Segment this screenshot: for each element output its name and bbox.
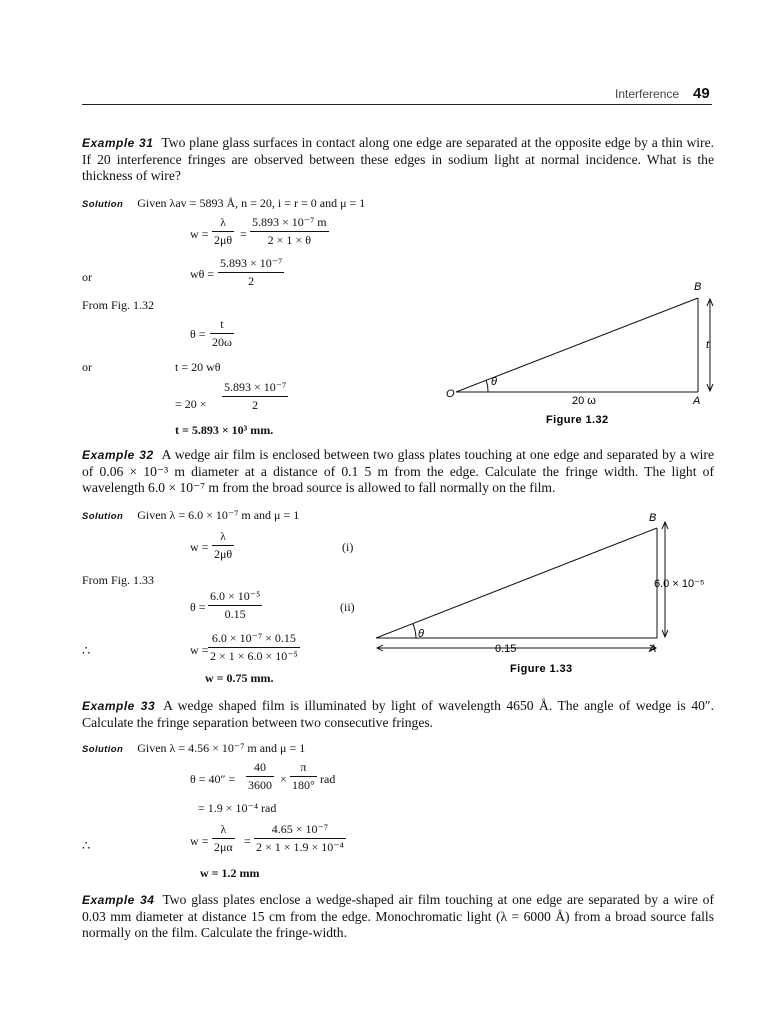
ex31-eq3-frac bbox=[210, 317, 234, 350]
example-33 bbox=[82, 698, 714, 731]
ex33-eq1-frac1 bbox=[246, 760, 274, 793]
ex33-eq3-frac2 bbox=[254, 822, 346, 855]
ex32-therefore: ∴ bbox=[82, 643, 91, 658]
ex33-eq1-times: × bbox=[280, 772, 287, 786]
ex31-eq1-frac2 bbox=[250, 215, 329, 248]
ex32-result: w = 0.75 mm. bbox=[205, 671, 274, 685]
example-34-label: Example 34 bbox=[82, 893, 155, 907]
ex31-eq1-lhs: w = bbox=[190, 227, 209, 241]
header-rule bbox=[82, 104, 712, 105]
ex31-eq1-frac2-num: 5.893 × 10⁻⁷ m bbox=[252, 215, 327, 229]
fig132-label-theta: θ bbox=[491, 376, 497, 388]
fig132-label-t: t bbox=[706, 339, 710, 351]
ex33-eq3-frac2-num: 4.65 × 10⁻⁷ bbox=[271, 822, 329, 836]
example-31-text: Two plane glass surfaces in contact along one edge are separated at the opposite edge by a thin wire. If 20 interference fringes are observed between these edges in sodium light at normal incidence. What is the thickness of wire? bbox=[82, 135, 715, 183]
fig133-label-theta: θ bbox=[418, 628, 424, 640]
ex31-eq1-frac2-den: 2 × 1 × θ bbox=[250, 231, 329, 248]
example-31-label: Example 31 bbox=[82, 136, 154, 150]
ex31-result: t = 5.893 × 10³ mm. bbox=[175, 423, 274, 437]
ex32-from-fig: From Fig. 1.33 bbox=[82, 573, 155, 587]
ex31-from-fig: From Fig. 1.32 bbox=[82, 298, 155, 312]
ex33-eq3-equals: = bbox=[244, 834, 251, 848]
ex32-eq2-lhs: θ = bbox=[190, 600, 206, 614]
ex33-eq1-frac2 bbox=[290, 760, 317, 793]
ex32-given: Given λ = 6.0 × 10⁻⁷ m and μ = 1 bbox=[137, 508, 300, 522]
figure-1-32 bbox=[440, 278, 720, 428]
example-32-label: Example 32 bbox=[82, 448, 154, 462]
ex31-eq5-frac bbox=[222, 380, 288, 413]
fig132-caption: Figure 1.32 bbox=[546, 414, 609, 426]
ex32-eq3-frac-den: 2 × 1 × 6.0 × 10⁻⁵ bbox=[210, 649, 298, 663]
ex31-solution-label: Solution bbox=[82, 199, 124, 210]
ex31-eq2-frac-den: 2 bbox=[218, 272, 284, 289]
page-number: 49 bbox=[693, 85, 710, 102]
ex31-eq3-lhs: θ = bbox=[190, 327, 206, 341]
ex32-eq1-frac bbox=[212, 529, 234, 562]
ex32-eq2-frac-num: 6.0 × 10⁻⁵ bbox=[210, 589, 261, 603]
fig132-label-O: O bbox=[446, 388, 455, 400]
fig133-label-A: A bbox=[649, 643, 657, 655]
running-header-title: Interference bbox=[615, 87, 680, 101]
ex32-solution-label: Solution bbox=[82, 511, 124, 522]
fig132-label-A: A bbox=[693, 395, 701, 407]
ex31-eq2-frac bbox=[218, 256, 284, 289]
fig133-caption: Figure 1.33 bbox=[510, 663, 573, 675]
fig132-label-base: 20 ω bbox=[572, 395, 596, 407]
figure-1-33 bbox=[370, 510, 715, 680]
example-32 bbox=[82, 447, 714, 497]
ex33-eq1-frac1-den: 3600 bbox=[248, 778, 272, 792]
ex31-eq2-frac-num: 5.893 × 10⁻⁷ bbox=[220, 256, 283, 270]
ex31-eq2-lhs: wθ = bbox=[190, 267, 215, 281]
fig133-label-B: B bbox=[649, 512, 657, 524]
ex31-eq1-equals: = bbox=[240, 227, 247, 241]
example-33-label: Example 33 bbox=[82, 699, 156, 713]
ex32-eq3-frac bbox=[208, 631, 300, 664]
ex32-eq2-frac-den: 0.15 bbox=[208, 605, 262, 622]
ex31-eq1-frac1-den: 2μθ bbox=[214, 233, 233, 247]
fig133-angle-arc bbox=[413, 624, 416, 638]
fig133-label-base: 0.15 bbox=[495, 643, 517, 655]
ex33-eq1-frac2-den: 180° bbox=[292, 778, 315, 792]
ex33-solution-label: Solution bbox=[82, 744, 124, 755]
fig132-label-B: B bbox=[694, 281, 702, 293]
example-33-text: A wedge shaped film is illuminated by light of wavelength 4650 Å. The angle of wedge is 40″. Calculate the fringe separation between two consecutive fringes. bbox=[82, 698, 714, 730]
ex33-eq1-frac2-num: π bbox=[300, 760, 307, 774]
example-34 bbox=[82, 892, 714, 942]
ex31-eq1-frac1-num: λ bbox=[220, 215, 226, 229]
ex33-eq3-frac1-num: λ bbox=[220, 822, 227, 836]
fig133-label-height: 6.0 × 10⁻⁵ bbox=[654, 578, 705, 590]
ex31-eq5-lhs: = 20 × bbox=[175, 397, 207, 411]
ex32-eq2-frac bbox=[208, 589, 262, 622]
ex31-eq3-frac-den: 20ω bbox=[212, 335, 232, 349]
ex32-eq1-frac-num: λ bbox=[220, 529, 226, 543]
ex31-eq5-frac-den: 2 bbox=[222, 396, 288, 413]
example-34-text: Two glass plates enclose a wedge-shaped air film touching at one edge are separated by a wire of 0.03 mm diameter at distance 15 cm from the edge. Monochromatic light (λ = 6000 Å) from a broad source falls normally on the film. Calculate the fringe-width. bbox=[82, 892, 714, 940]
ex33-eq3-frac1-den: 2μα bbox=[214, 840, 233, 854]
ex33-eq1-frac1-num: 40 bbox=[254, 760, 266, 774]
ex33-eq1-unit: rad bbox=[320, 772, 336, 786]
ex32-eq1-tag: (i) bbox=[342, 540, 354, 554]
ex31-given: Given λav = 5893 Å, n = 20, i = r = 0 and μ = 1 bbox=[137, 196, 366, 210]
ex32-eq3-frac-num: 6.0 × 10⁻⁷ × 0.15 bbox=[211, 631, 296, 645]
ex33-solution-line bbox=[82, 739, 305, 757]
ex32-eq1-lhs: w = bbox=[190, 540, 209, 554]
ex31-or-1: or bbox=[82, 270, 92, 284]
ex31-eq3-frac-num: t bbox=[220, 317, 224, 331]
ex31-eq4: t = 20 wθ bbox=[175, 360, 221, 374]
ex33-eq3-frac1 bbox=[212, 822, 235, 855]
ex32-eq1-frac-den: 2μθ bbox=[214, 547, 233, 561]
ex31-eq1-frac1 bbox=[212, 215, 234, 248]
fig133-wedge-line bbox=[376, 528, 657, 638]
ex31-solution-line bbox=[82, 194, 365, 212]
example-32-text: A wedge air film is enclosed between two glass plates touching at one edge and separated by a wire of 0.06 × 10⁻³ m diameter at a distance of 0.1 5 m from the edge. Calculate the fringe width. The light of wavelength 6.0 × 10⁻⁷ m from the broad source is allowed to fall normally on the film. bbox=[82, 447, 714, 495]
fig132-angle-arc bbox=[486, 380, 488, 392]
ex33-result: w = 1.2 mm bbox=[200, 866, 260, 880]
example-31 bbox=[82, 135, 714, 185]
ex32-solution-line bbox=[82, 506, 299, 524]
ex33-eq3-frac2-den: 2 × 1 × 1.9 × 10⁻⁴ bbox=[256, 840, 344, 854]
ex31-or-2: or bbox=[82, 360, 92, 374]
ex32-eq3-lhs: w = bbox=[190, 643, 209, 657]
ex31-eq5-frac-num: 5.893 × 10⁻⁷ bbox=[224, 380, 287, 394]
ex33-eq1-lhs: θ = 40″ = bbox=[190, 772, 236, 786]
ex33-given: Given λ = 4.56 × 10⁻⁷ m and μ = 1 bbox=[137, 741, 306, 755]
ex33-therefore: ∴ bbox=[82, 838, 91, 853]
ex33-eq2: = 1.9 × 10⁻⁴ rad bbox=[198, 801, 277, 815]
ex32-eq2-tag: (ii) bbox=[340, 600, 355, 614]
ex33-eq3-lhs: w = bbox=[190, 834, 209, 848]
